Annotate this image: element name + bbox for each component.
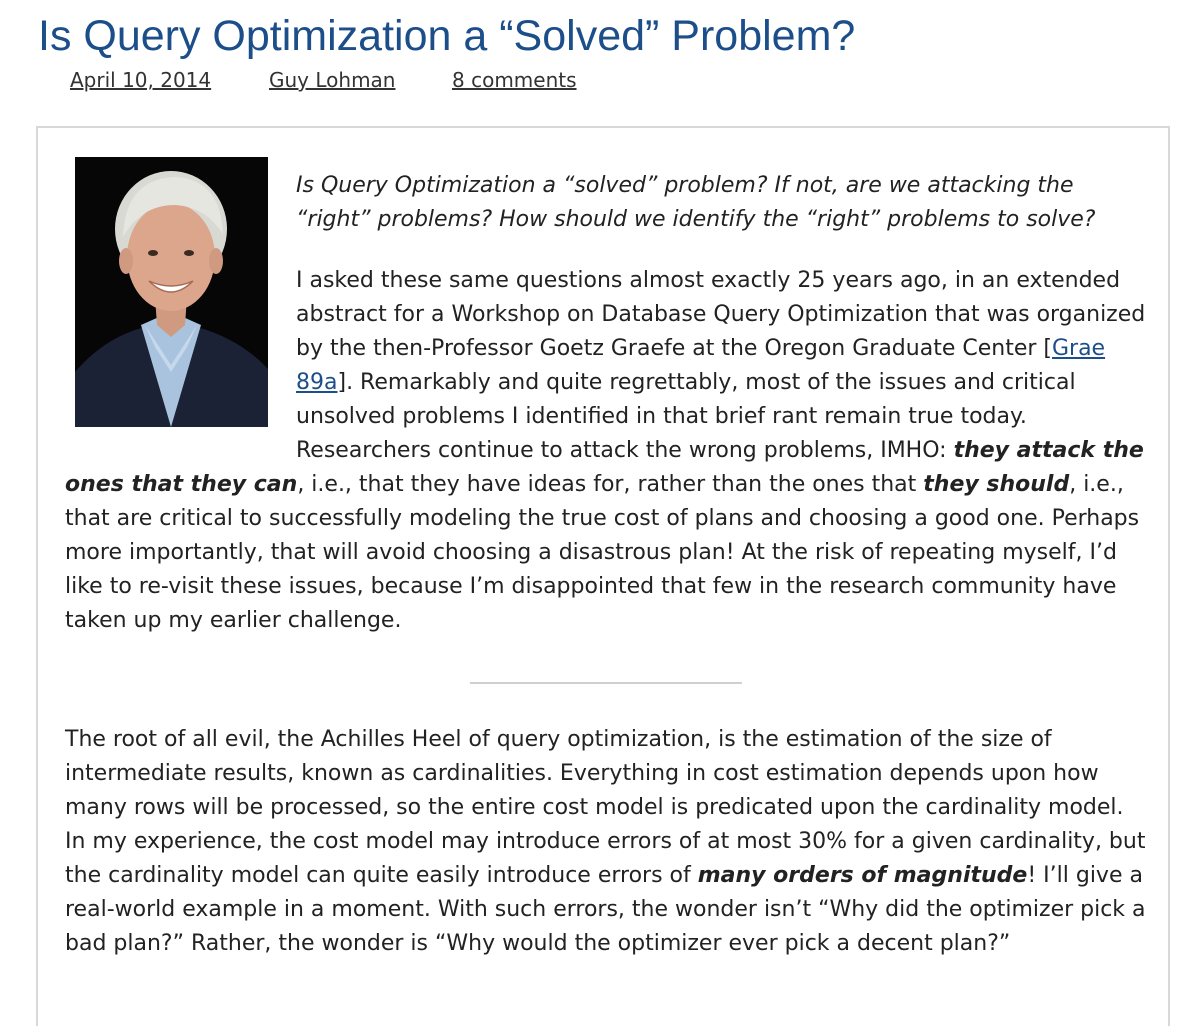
post-comments-link[interactable]: 8 comments: [452, 68, 577, 92]
post-author-link[interactable]: Guy Lohman: [269, 68, 396, 92]
grae89a-reference-link[interactable]: Grae 89a: [296, 336, 1106, 395]
post-date-link[interactable]: April 10, 2014: [70, 68, 212, 92]
body-paragraph-2: [65, 723, 1149, 961]
intro-paragraph: Is Query Optimization a “solved” problem? If not, are we attacking the “right” problems? How should we identify the “right” problems to solve?: [296, 173, 1096, 232]
image-spacer: [65, 169, 296, 457]
p2-text-2: ! I’ll give a real-world example in a moment. With such errors, the wonder isn’t “Why did the optimizer pick a bad plan?” Rather, the wonder is “Why would the optimizer ever pick a decent plan?”: [65, 863, 1146, 956]
p2-emphasis-1: many orders of magnitude: [697, 863, 1028, 888]
p1-text-2: ]. Remarkably and quite regrettably, most of the issues and critical unsolved problems I identified in that brief rant remain true today. Researchers continue to attack the wrong problems, IMHO:: [296, 370, 1076, 463]
p2-text-1: The root of all evil, the Achilles Heel of query optimization, is the estimation of the size of intermediate results, known as cardinalities. Everything in cost estimation depends upon how many rows will be processed, so the entire cost model is predicated upon the cardinality model. In my experience, the cost model may introduce errors of at most 30% for a given cardinality, but the cardinality model can quite easily introduce errors of: [65, 727, 1146, 888]
p1-text-4: , i.e., that are critical to successfully modeling the true cost of plans and choosing a good one. Perhaps more importantly, that will avoid choosing a disastrous plan! At the risk of repeating myself, I’d like to re-visit these issues, because I’m disappointed that few in the research community have taken up my earlier challenge.: [65, 472, 1140, 633]
section-divider: [470, 682, 742, 684]
article-text-block: [65, 169, 1149, 638]
p1-emphasis-1: they attack the ones that they can: [65, 438, 1144, 497]
post-title[interactable]: Is Query Optimization a “Solved” Problem?: [38, 12, 856, 60]
article-content: [36, 126, 1170, 1026]
p1-text-1: I asked these same questions almost exactly 25 years ago, in an extended abstract for a Workshop on Database Query Optimization that was organized by the then-Professor Goetz Graefe at the Oregon Graduate Center [: [296, 268, 1146, 361]
p1-text-3: , i.e., that they have ideas for, rather than the ones that: [297, 472, 924, 497]
p1-emphasis-2: they should: [923, 472, 1070, 497]
